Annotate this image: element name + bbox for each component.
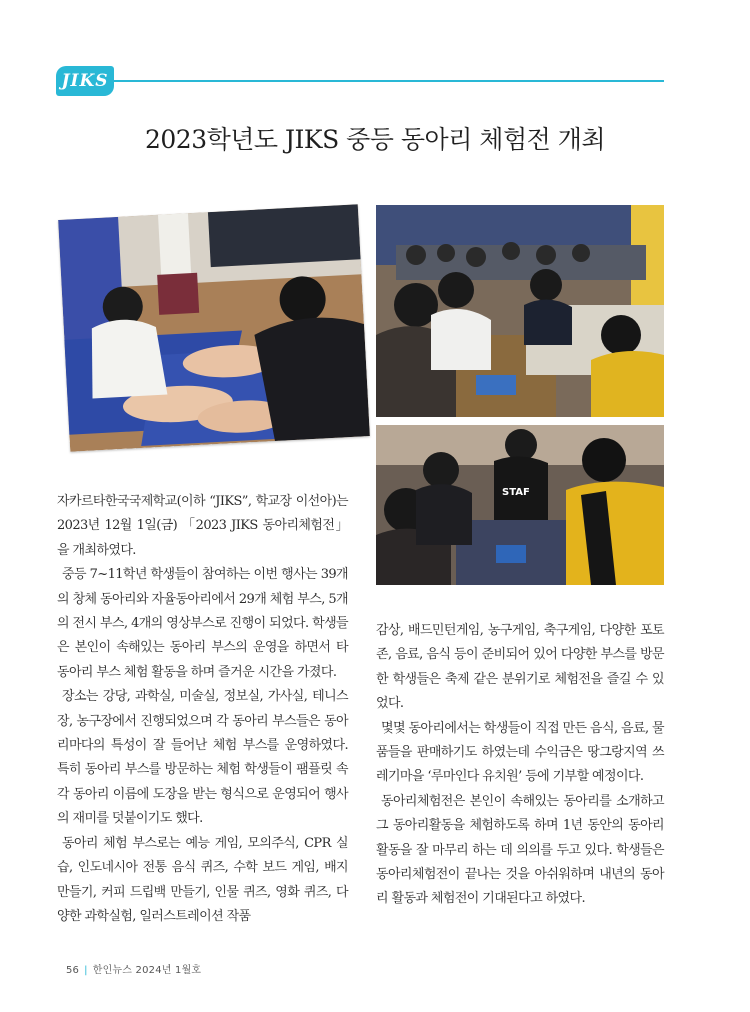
article-paragraph: 자카르타한국국제학교(이하 “JIKS”, 학교장 이선아)는 2023년 12월 1일(금) 「2023 JIKS 동아리체험전」을 개최하였다.: [57, 494, 348, 558]
article-paragraph: 몇몇 동아리에서는 학생들이 직접 만든 음식, 음료, 물품들을 판매하기도 하였는데 수익금은 땅그랑지역 쓰레기마을 ‘루마인다 유치원’ 등에 기부할 예정이다.: [376, 720, 664, 785]
article-paragraph: 동아리 체험 부스로는 예능 게임, 모의주식, CPR 실습, 인도네시아 전통 음식 퀴즈, 수학 보드 게임, 배지 만들기, 커피 드립백 만들기, 인물 퀴즈, 영화 퀴즈, 다양한 과학실험, 일러스트레이션 작품: [57, 835, 348, 924]
footer-separator: |: [84, 965, 88, 976]
photo-booth-activity: [376, 205, 664, 417]
article-paragraph: 감상, 배드민턴게임, 농구게임, 축구게임, 다양한 포토존, 음료, 음식 등이 준비되어 있어 다양한 부스를 방문한 학생들은 축제 같은 분위기로 체험전을 즐길 수 있었다.: [376, 623, 664, 712]
staff-shirt-text: STAF: [502, 487, 530, 498]
article-column-right: [376, 619, 664, 912]
photo-booth-staff: [376, 425, 664, 585]
header-rule: [112, 80, 664, 82]
article-title: 2023학년도 JIKS 중등 동아리 체험전 개최: [144, 125, 605, 154]
logo-text: JIKS: [61, 71, 109, 91]
photo-cpr-practice: [58, 204, 370, 451]
article-paragraph: 장소는 강당, 과학실, 미술실, 정보실, 가사실, 테니스장, 농구장에서 진행되었으며 각 동아리 부스들은 동아리마다의 특성이 잘 들어난 체험 부스를 운영하였다. 특히 동아리 부스를 방문하는 체험 학생들이 팸플릿 속 각 동아리 이름에 도장을 받는 형식으로 운영되어 행사의 재미를 덧붙이기도 했다.: [57, 689, 348, 827]
article-paragraph: 중등 7~11학년 학생들이 참여하는 이번 행사는 39개의 창체 동아리와 자율동아리에서 29개 체험 부스, 5개의 전시 부스, 4개의 영상부스로 진행이 되었다. 학생들은 본인이 속해있는 동아리 부스의 운영을 하면서 타 동아리 부스 체험 활동을 하며 즐거운 시간을 가졌다.: [57, 567, 348, 680]
article-paragraph: 동아리체험전은 본인이 속해있는 동아리를 소개하고 그 동아리활동을 체험하도록 하며 1년 동안의 동아리 활동을 잘 마무리 하는 데 의의를 두고 있다. 학생들은 동아리체험전이 끝나는 것을 아쉬워하며 내년의 동아리 활동과 체험전이 기대된다고 하였다.: [376, 793, 664, 907]
jiks-logo: [56, 66, 114, 96]
publication-name: 한인뉴스 2024년 1월호: [92, 965, 202, 976]
page-number: 56: [66, 965, 80, 976]
page-footer: [66, 961, 201, 976]
article-column-left: [57, 490, 348, 929]
